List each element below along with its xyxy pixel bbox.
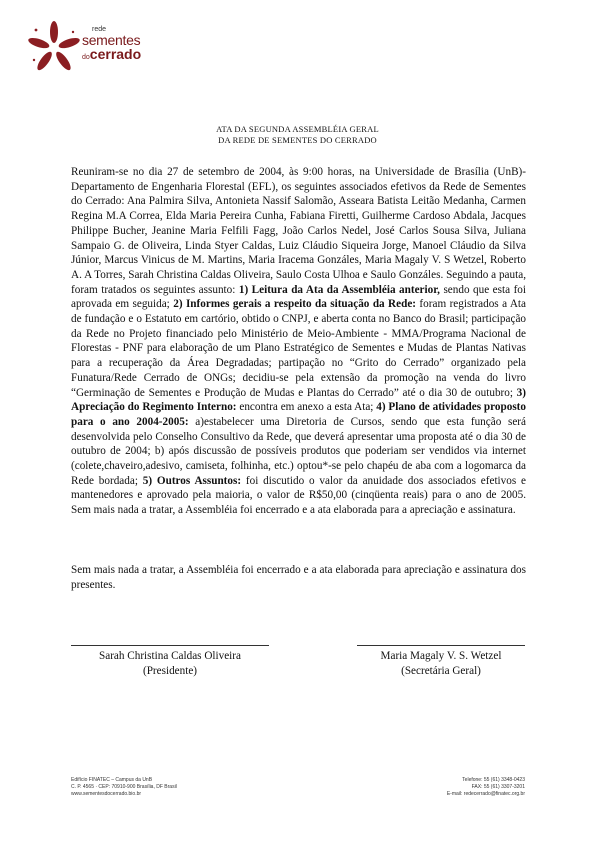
signature-left [71,649,269,678]
footer-fax: FAX: 55 (61) 3307-3201 [471,784,525,790]
logo-cerrado: cerrado [89,46,142,62]
president-name: Sarah Christina Caldas Oliveira [99,650,241,662]
president-role: (Presidente) [142,664,198,677]
item4-label: 4) Plano de atividades proposto para o ano 2004-2005: [71,401,526,428]
item3-label: 3) Apreciação do Regimento Interno: [71,386,526,414]
secretary-name: Maria Magaly V. S. Wetzel [380,650,502,662]
rede-sementes-logo [26,20,176,80]
item5-text: foi discutido o valor da anuidade dos associados efetivos e mantenedores e aprovado pela maioria, o valor de R$50,00 (cinqüenta reais) para o ano de 2005. Sem mais nada a tratar, a Assembléia foi encerrado e a ata elaborada para a apreciação e assinatura. [71,474,526,517]
logo-do: do [82,54,90,61]
item1-text: sendo que esta foi aprovada em seguida; [71,283,526,311]
signature-right [357,649,525,678]
footer-website[interactable]: www.sementesdocerrado.bio.br [71,791,142,797]
item1-label: 1) Leitura da Ata da Assembléia anterior, [238,283,440,296]
item5-label: 5) Outros Assuntos: [142,474,242,487]
flower-icon [26,20,82,76]
footer-address-line-2: C. P. 4565 · CEP: 70910-900 Brasília, DF Brasil [71,784,177,790]
footer-phone: Telefone: 55 (61) 3348-0423 [462,777,525,783]
signature-line-right [357,645,525,646]
logo-sementes: sementes [82,32,141,48]
footer-address-line-1: Edifício FINATEC – Campus da UnB [71,777,153,783]
closing-paragraph: Sem mais nada a tratar, a Assembléia foi encerrado e a ata elaborada para apreciação e assinatura dos presentes. [71,564,526,591]
document-title [0,124,595,146]
body-intro: Reuniram-se no dia 27 de setembro de 2004, às 9:00 horas, na Universidade de Brasília (UnB)- Departamento de Engenharia Florestal (EFL), os seguintes associados efetivos da Rede de Sementes do Cerrado: Ana Palmira Silva, Antonieta Nassif Salomão, Asseara Batista Leitão Medanha, Carmen Regina M.A Correa, Elda Maria Pereira Cunha, Fabiana Firetti, Guilherme Cardoso Abdala, Jacques Philippe Bucher, Jeanine Maria Felfili Fagg, João Carlos Nedel, José Carlos Sousa Silva, Juliana Sampaio G. de Oliveira, Linda Styer Caldas, Luiz Cláudio Siqueira Jorge, Manoel Cláudio da Silva Júnior, Marcus Vinicus de M. Martins, Maria Iracema Gonzáles, Maria Magaly V. S Wetzel, Roberto A. A Torres, Sarah Christina Caldas Oliveira, Saulo Costa Ulhoa e Saulo Gonzáles. Seguindo a pauta, foram tratados os seguintes assunto: [71,166,526,296]
secretary-role: (Secretária Geral) [401,664,481,677]
title-line-2: DA REDE DE SEMENTES DO CERRADO [218,135,377,145]
item4-text: a)estabelecer uma Diretoria de Cursos, sendo que esta função será desenvolvida pelo Conselho Consultivo da Rede, que deverá apresentar uma proposta até o dia 30 de outubro de 2004; b) após discussão de possíveis produtos que poderiam ser vendidos via internet (colete,chaveiro,adesivo, camiseta, folhinha, etc.) optou*-se pelo chapéu de aba com a logomarca da Rede bordada; [71,415,526,487]
footer-contact [447,777,525,798]
item2-text: foram registrados a Ata de fundação e o Estatuto em cartório, obtido o CNPJ, e aberta conta no Banco do Brasil; participação da Rede no Projeto financiado pelo Ministério de Meio-Ambiente - MMA/Programa Nacional de Florestas - PNF para elaboração de um Plano Estratégico de Sementes e Mudas de Plantas Nativas para a recuperação da Área Degradadas; partipação no “Grito do Cerrado” organizado pela Funatura/Rede Cerrado de ONGs; decidiu-se pela extensão da promoção na venda do livro “Germinação de Sementes e Produção de Mudas e Plantas do Cerrado” até o dia 30 de outubro; [71,298,526,399]
item3-text: encontra em anexo a esta Ata; [236,401,377,414]
logo-rede: rede [92,26,107,33]
footer-address [71,777,177,798]
signature-line-left [71,645,269,646]
minutes-body [71,165,526,518]
item2-label: 2) Informes gerais a respeito da situação da Rede: [173,298,417,311]
title-line-1: ATA DA SEGUNDA ASSEMBLÉIA GERAL [216,124,379,134]
footer-email[interactable]: E-mail: redecerrado@finatec.org.br [446,791,525,797]
